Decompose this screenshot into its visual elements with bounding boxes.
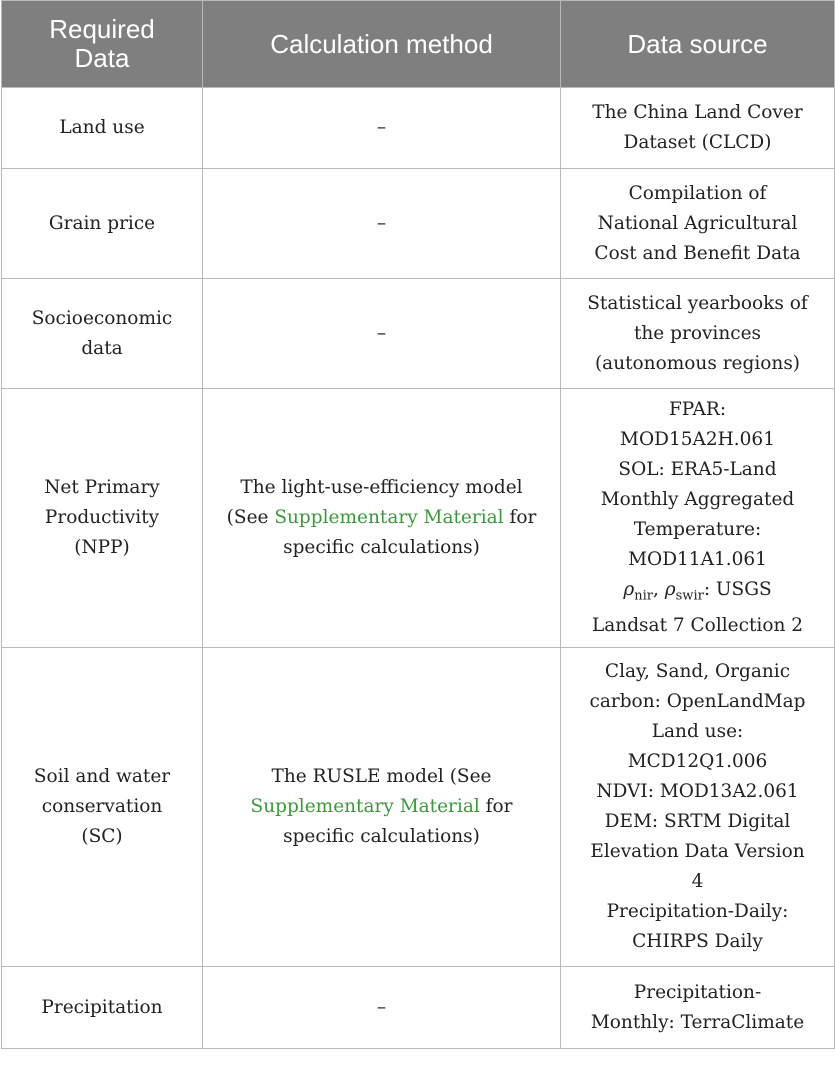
table-row (2, 389, 835, 648)
source-text: The China Land Cover (592, 102, 803, 123)
required-data-text: Grain price (48, 212, 156, 234)
source-cell (561, 169, 835, 279)
required-data-text: Socioeconomic (31, 307, 173, 329)
source-text: Temperature: (633, 518, 762, 540)
source-text: MCD12Q1.006 (627, 751, 768, 772)
rho-symbol: ρ (623, 578, 635, 600)
source-text: CHIRPS Daily (632, 931, 763, 952)
source-text: National Agricultural (597, 212, 798, 234)
data-source-table (1, 0, 835, 1049)
source-text: Statistical yearbooks of (587, 292, 808, 314)
method-text (213, 792, 550, 822)
required-data-cell (2, 169, 203, 279)
source-text: (autonomous regions) (594, 352, 801, 374)
method-text: The RUSLE model (See (271, 766, 492, 787)
required-data-text: (SC) (81, 826, 123, 847)
source-cell (561, 389, 835, 648)
source-text: Land use: (651, 721, 744, 742)
source-text: NDVI: MOD13A2.061 (596, 781, 799, 802)
required-data-text: Net Primary (44, 477, 160, 498)
table-row (2, 648, 835, 967)
method-cell (203, 389, 561, 648)
source-text: Monthly Aggregated (600, 488, 795, 510)
rho-symbol: ρ (664, 578, 676, 600)
source-text: Precipitation- (633, 981, 762, 1003)
table-row (2, 967, 835, 1049)
source-text: Elevation Data Version (590, 841, 805, 862)
required-data-cell (2, 389, 203, 648)
supplementary-material-link[interactable]: Supplementary Material (274, 507, 504, 528)
source-cell (561, 279, 835, 389)
source-text: 4 (691, 871, 704, 892)
header-required-data (2, 1, 203, 88)
source-text-rho (571, 575, 824, 612)
table-row (2, 279, 835, 389)
required-data-cell (2, 648, 203, 967)
table-row (2, 88, 835, 169)
header-data-source: Data source (561, 1, 835, 88)
method-cell (203, 648, 561, 967)
source-text: MOD11A1.061 (628, 548, 767, 570)
source-text: SOL: ERA5-Land (618, 458, 777, 480)
method-cell: – (203, 967, 561, 1049)
source-text: Clay, Sand, Organic (604, 661, 791, 682)
method-text: The light-use-efficiency model (240, 477, 523, 498)
table-row (2, 169, 835, 279)
subscript-swir: swir (675, 588, 704, 604)
supplementary-material-link[interactable]: Supplementary Material (250, 796, 480, 817)
source-cell (561, 967, 835, 1049)
source-text: Dataset (CLCD) (623, 132, 772, 153)
header-row (2, 1, 835, 88)
source-text: the provinces (633, 322, 762, 344)
required-data-cell (2, 967, 203, 1049)
header-required-data-label: Required Data (49, 14, 155, 73)
method-cell: – (203, 169, 561, 279)
required-data-text: Land use (59, 117, 145, 138)
required-data-cell (2, 279, 203, 389)
required-data-text: Productivity (44, 507, 160, 528)
source-text-usgs: : USGS (703, 578, 772, 600)
source-text: Precipitation-Daily: (606, 901, 789, 922)
required-data-cell (2, 88, 203, 169)
source-text: Cost and Benefit Data (594, 242, 801, 264)
source-text: FPAR: (668, 398, 727, 420)
source-text: Compilation of (628, 182, 767, 204)
source-text: Landsat 7 Collection 2 (591, 615, 804, 637)
required-data-text: Soil and water (33, 766, 171, 787)
source-text: Monthly: TerraClimate (590, 1011, 805, 1033)
required-data-text: Precipitation (41, 996, 163, 1018)
method-cell: – (203, 279, 561, 389)
method-text-pre: (See (226, 507, 275, 528)
method-text-post: for (479, 796, 513, 817)
required-data-text: conservation (41, 796, 163, 817)
source-text: DEM: SRTM Digital (604, 811, 791, 832)
source-cell (561, 648, 835, 967)
subscript-nir: nir (634, 588, 653, 604)
method-text: specific calculations) (283, 537, 480, 558)
source-cell (561, 88, 835, 169)
source-text: MOD15A2H.061 (620, 428, 775, 450)
method-text: specific calculations) (283, 826, 480, 847)
required-data-text: data (81, 337, 123, 359)
source-text: carbon: OpenLandMap (589, 691, 806, 712)
required-data-text: (NPP) (74, 537, 130, 558)
method-text (213, 503, 550, 533)
method-cell: – (203, 88, 561, 169)
separator: , (652, 578, 665, 600)
header-calculation-method: Calculation method (203, 1, 561, 88)
method-text-post: for (503, 507, 537, 528)
